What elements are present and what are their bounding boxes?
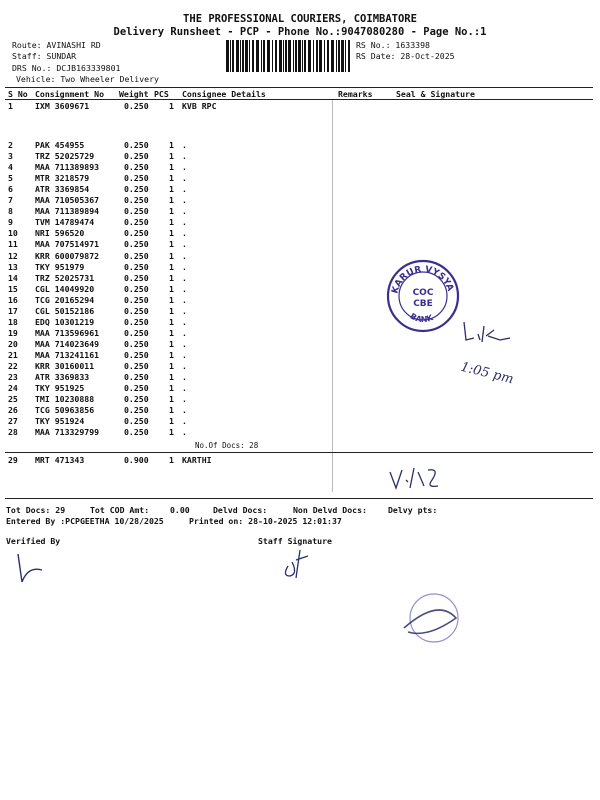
rs-date: RS Date: 28-Oct-2025: [356, 51, 455, 61]
row-pcs: 1: [169, 294, 174, 305]
row-details: .: [182, 217, 187, 228]
row-details: .: [182, 316, 187, 327]
drs-number: DRS No.: DCJB163339801: [12, 63, 121, 73]
row-details: .: [182, 140, 187, 150]
row-consignment: TVM 14789474: [35, 217, 95, 228]
row-details: .: [182, 195, 187, 206]
row-consignment: TKY 951925: [35, 383, 85, 394]
row-consignment: MTR 3218579: [35, 173, 90, 184]
row-pcs: 1: [169, 338, 174, 349]
row-sno: 17: [8, 305, 18, 316]
non-delivered-docs: Non Delvd Docs:: [293, 505, 367, 515]
footer-rule: [5, 498, 593, 499]
row-weight: 0.250: [124, 239, 149, 250]
row-pcs: 1: [169, 361, 174, 371]
row-sno: 15: [8, 283, 18, 294]
row-consignment: NRI 596520: [35, 228, 85, 239]
row-sno: 14: [8, 272, 18, 283]
row-sno: 3: [8, 151, 13, 162]
row-consignment: TKY 951979: [35, 261, 85, 272]
row-consignment: MAA 713241161: [35, 349, 100, 360]
col-weight: Weight: [119, 89, 149, 99]
row-consignment: TCG 20165294: [35, 294, 95, 305]
row-sno: 28: [8, 427, 18, 438]
row-weight: 0.250: [124, 405, 149, 416]
stamp-top-text: KARUR VYSYA: [390, 264, 455, 295]
row-pcs: 1: [169, 283, 174, 294]
row-sno: 25: [8, 394, 18, 405]
row-consignment: MRT 471343: [35, 455, 85, 465]
row-sno: 10: [8, 228, 18, 239]
col-remarks: Remarks: [338, 89, 373, 99]
row-pcs: 1: [169, 250, 174, 261]
row-sno: 19: [8, 327, 18, 338]
row-consignment: MAA 711389893: [35, 162, 100, 173]
row-details: .: [182, 206, 187, 217]
row-details: .: [182, 405, 187, 416]
row-weight: 0.250: [124, 140, 149, 150]
row-details: KVB RPC: [182, 101, 217, 111]
row-sno: 27: [8, 416, 18, 427]
row-weight: 0.250: [124, 316, 149, 327]
row-weight: 0.250: [124, 195, 149, 206]
row-weight: 0.250: [124, 217, 149, 228]
row-pcs: 1: [169, 228, 174, 239]
row-details: KARTHI: [182, 455, 212, 465]
row-weight: 0.250: [124, 361, 149, 371]
row-consignment: ATR 3369854: [35, 184, 90, 195]
stamp-center-text-2: CBE: [413, 299, 433, 309]
row-details: .: [182, 272, 187, 283]
header-top-rule: [5, 87, 593, 88]
col-details: Consignee Details: [182, 89, 266, 99]
row-pcs: 1: [169, 455, 174, 465]
row-pcs: 1: [169, 316, 174, 327]
row-pcs: 1: [169, 272, 174, 283]
row-details: .: [182, 228, 187, 239]
row-details: .: [182, 305, 187, 316]
row-consignment: MAA 714023649: [35, 338, 100, 349]
col-pcs: PCS: [154, 89, 169, 99]
staff-label: Staff: SUNDAR: [12, 51, 77, 61]
row-details: .: [182, 173, 187, 184]
row-consignment: TCG 50963856: [35, 405, 95, 416]
row-pcs: 1: [169, 173, 174, 184]
row-consignment: MAA 707514971: [35, 239, 100, 250]
row-consignment: TRZ 52025731: [35, 272, 95, 283]
row-weight: 0.250: [124, 101, 149, 111]
row-consignment: KRR 30160011: [35, 361, 95, 371]
handwritten-time: 1:05 pm: [458, 359, 515, 388]
delivered-docs: Delvd Docs:: [213, 505, 268, 515]
faint-stamp: [398, 588, 468, 648]
staff-signature: [278, 546, 318, 582]
row-sno: 21: [8, 349, 18, 360]
row-sno: 22: [8, 361, 18, 371]
row-weight: 0.250: [124, 206, 149, 217]
row-details: .: [182, 327, 187, 338]
row-pcs: 1: [169, 349, 174, 360]
row-weight: 0.250: [124, 305, 149, 316]
row-weight: 0.900: [124, 455, 149, 465]
row-weight: 0.250: [124, 228, 149, 239]
row-pcs: 1: [169, 140, 174, 150]
row-weight: 0.250: [124, 427, 149, 438]
row-pcs: 1: [169, 239, 174, 250]
row-pcs: 1: [169, 383, 174, 394]
row-weight: 0.250: [124, 294, 149, 305]
row-pcs: 1: [169, 416, 174, 427]
row-sno: 20: [8, 338, 18, 349]
row-weight: 0.250: [124, 394, 149, 405]
row-sno: 24: [8, 383, 18, 394]
row29-top-rule: [5, 452, 593, 453]
col-consignment: Consignment No: [35, 89, 105, 99]
bank-stamp: [385, 258, 461, 334]
row-consignment: MAA 711389894: [35, 206, 100, 217]
handwritten-initials: [388, 462, 448, 492]
row-sno: 1: [8, 101, 13, 111]
row-sno: 8: [8, 206, 13, 217]
row-consignment: MAA 713329799: [35, 427, 100, 438]
row-sno: 12: [8, 250, 18, 261]
row-pcs: 1: [169, 405, 174, 416]
row-pcs: 1: [169, 327, 174, 338]
col-seal: Seal & Signature: [396, 89, 475, 99]
row-sno: 11: [8, 239, 18, 250]
row-sno: 13: [8, 261, 18, 272]
row-details: .: [182, 239, 187, 250]
barcode: [226, 40, 352, 72]
remarks-separator: [332, 100, 333, 492]
row-consignment: MAA 713596961: [35, 327, 100, 338]
row-sno: 23: [8, 372, 18, 383]
row-consignment: CGL 50152186: [35, 305, 95, 316]
row-pcs: 1: [169, 394, 174, 405]
row-sno: 2: [8, 140, 13, 150]
entered-by: Entered By :PCPGEETHA 10/28/2025: [6, 516, 164, 526]
row-weight: 0.250: [124, 151, 149, 162]
row-weight: 0.250: [124, 184, 149, 195]
printed-on: Printed on: 28-10-2025 12:01:37: [189, 516, 342, 526]
row-consignment: TRZ 52025729: [35, 151, 95, 162]
row-details: .: [182, 416, 187, 427]
svg-text:BANK: BANK: [408, 311, 435, 325]
row-details: .: [182, 383, 187, 394]
handwritten-signature: [460, 318, 520, 348]
vehicle-label: Vehicle: Two Wheeler Delivery: [16, 74, 159, 84]
row-details: .: [182, 162, 187, 173]
row-details: .: [182, 349, 187, 360]
verifier-signature: [12, 550, 52, 586]
row-details: .: [182, 250, 187, 261]
row-pcs: 1: [169, 305, 174, 316]
total-cod-amount: 0.00: [170, 505, 190, 515]
header-bottom-rule: [5, 99, 593, 100]
row-details: .: [182, 427, 187, 438]
col-sno: S No: [8, 89, 28, 99]
row-sno: 7: [8, 195, 13, 206]
row-weight: 0.250: [124, 338, 149, 349]
row-weight: 0.250: [124, 327, 149, 338]
row-pcs: 1: [169, 217, 174, 228]
row-details: .: [182, 394, 187, 405]
row-consignment: MAA 710505367: [35, 195, 100, 206]
row-pcs: 1: [169, 195, 174, 206]
row-details: .: [182, 372, 187, 383]
row-weight: 0.250: [124, 372, 149, 383]
stamp-center-text: COC: [412, 288, 434, 298]
row-sno: 6: [8, 184, 13, 195]
no-of-docs: No.Of Docs: 28: [195, 441, 259, 450]
row-details: .: [182, 361, 187, 371]
row-sno: 16: [8, 294, 18, 305]
row-weight: 0.250: [124, 283, 149, 294]
total-cod-label: Tot COD Amt:: [90, 505, 150, 515]
delivery-points: Delvy pts:: [388, 505, 438, 515]
row-details: .: [182, 338, 187, 349]
row-pcs: 1: [169, 206, 174, 217]
route-label: Route: AVINASHI RD: [12, 40, 101, 50]
row-weight: 0.250: [124, 261, 149, 272]
row-consignment: TMI 10230888: [35, 394, 95, 405]
row-details: .: [182, 184, 187, 195]
row-weight: 0.250: [124, 349, 149, 360]
row-details: .: [182, 283, 187, 294]
runsheet-subtitle: Delivery Runsheet - PCP - Phone No.:9047080280 - Page No.:1: [113, 26, 487, 38]
row-consignment: KRR 600079872: [35, 250, 100, 261]
row-pcs: 1: [169, 151, 174, 162]
row-pcs: 1: [169, 372, 174, 383]
row-sno: 4: [8, 162, 13, 173]
row-sno: 9: [8, 217, 13, 228]
row-sno: 18: [8, 316, 18, 327]
row-weight: 0.250: [124, 173, 149, 184]
row-weight: 0.250: [124, 383, 149, 394]
verified-by-label: Verified By: [6, 536, 61, 546]
row-sno: 5: [8, 173, 13, 184]
row-pcs: 1: [169, 162, 174, 173]
row-details: .: [182, 261, 187, 272]
staff-signature-label: Staff Signature: [258, 536, 332, 546]
company-title: THE PROFESSIONAL COURIERS, COIMBATORE: [183, 13, 417, 25]
row-consignment: TKY 951924: [35, 416, 85, 427]
row-pcs: 1: [169, 427, 174, 438]
total-docs: Tot Docs: 29: [6, 505, 66, 515]
row-weight: 0.250: [124, 250, 149, 261]
row-weight: 0.250: [124, 272, 149, 283]
row-consignment: CGL 14049920: [35, 283, 95, 294]
row-weight: 0.250: [124, 162, 149, 173]
row-sno: 29: [8, 455, 18, 465]
row-pcs: 1: [169, 261, 174, 272]
row-sno: 26: [8, 405, 18, 416]
row-pcs: 1: [169, 184, 174, 195]
rs-number: RS No.: 1633398: [356, 40, 430, 50]
row-consignment: IXM 3609671: [35, 101, 90, 111]
row-details: .: [182, 294, 187, 305]
row-consignment: EDQ 10301219: [35, 316, 95, 327]
row-pcs: 1: [169, 101, 174, 111]
row-consignment: PAK 454955: [35, 140, 85, 150]
row-details: .: [182, 151, 187, 162]
row-weight: 0.250: [124, 416, 149, 427]
row-consignment: ATR 3369833: [35, 372, 90, 383]
